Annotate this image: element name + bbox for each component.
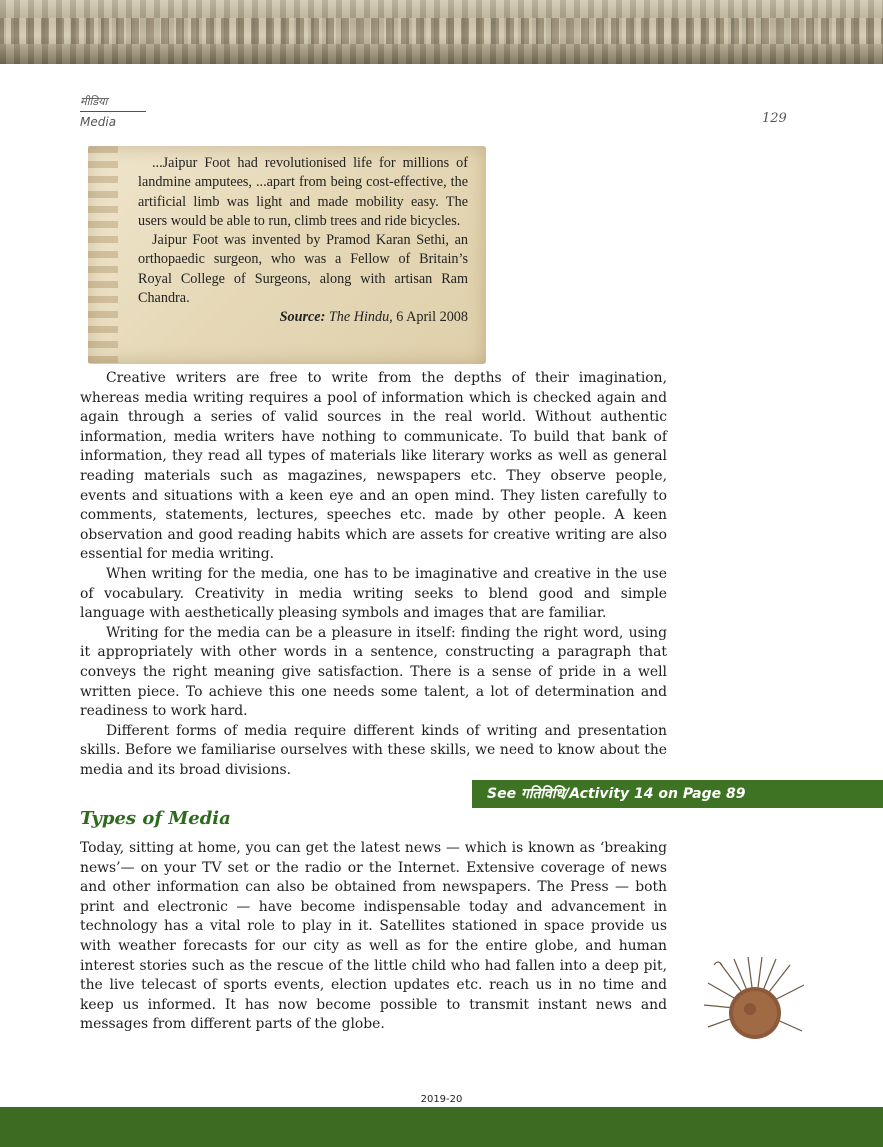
- running-head-english: Media: [80, 115, 117, 129]
- running-head: [80, 94, 146, 129]
- source-title: The Hindu,: [328, 309, 393, 326]
- body-paragraph: Different forms of media require different kinds of writing and presentation skills. Before we familiarise ourselves with these skills, we need to know about the media and its broad divisions.: [80, 722, 667, 778]
- activity-reference-bar: See गतिविधि/Activity 14 on Page 89: [472, 780, 883, 808]
- clipping-text: [138, 154, 468, 328]
- clipping-paragraph-2: Jaipur Foot was invented by Pramod Karan Sethi, an orthopaedic surgeon, who was a Fellow of Britain’s Royal College of Surgeons, along with artisan Ram Chandra.: [138, 232, 468, 307]
- newspaper-clipping: [88, 146, 486, 364]
- source-date: 6 April 2008: [396, 309, 468, 326]
- arrows-shield-emblem-icon: [700, 955, 810, 1065]
- running-head-hindi: मीडिया: [80, 95, 108, 108]
- page-number: 129: [762, 111, 787, 126]
- torn-edge: [88, 146, 118, 364]
- running-head-rule: [80, 111, 146, 112]
- decorative-top-border: [0, 0, 883, 64]
- body-paragraph: Creative writers are free to write from the depths of their imagination, whereas media writing requires a pool of information which is checked again and again through a series of valid sources in the real world. Without authentic information, media writers have nothing to communicate. To build that bank of information, they read all types of materials like literary works as well as general reading materials such as magazines, newspapers etc. They observe people, events and situations with a keen eye and an open mind. They listen carefully to comments, statements, lectures, speeches etc. made by other people. A keen observation and good reading habits which are assets for creative writing are also essential for media writing.: [80, 370, 667, 563]
- section-body-text: [80, 839, 667, 1035]
- clipping-source: [138, 308, 468, 327]
- section-paragraph: Today, sitting at home, you can get the latest news — which is known as ‘breaking news’— on your TV set or the radio or the Internet. Extensive coverage of news and other information can also be obtained from newspapers. The Press — both print and electronic — have become indispensable today and advancement in technology has a vital role to play in it. Satellites stationed in space provide us with weather forecasts for our city as well as for the entire globe, and human interest stories such as the rescue of the little child who had fallen into a deep pit, the live telecast of sports events, election updates etc. reach us in no time and keep us informed. It has now become possible to transmit instant news and messages from different parts of the globe.: [80, 840, 667, 1033]
- footer-year: 2019-20: [420, 1094, 463, 1105]
- bottom-green-bar: [0, 1107, 883, 1147]
- main-body-text: [80, 369, 667, 780]
- body-paragraph: When writing for the media, one has to be imaginative and creative in the use of vocabulary. Creativity in media writing seeks to blend good and simple language with aesthetically pleasing symbols and images that are familiar.: [80, 565, 667, 622]
- section-heading: Types of Media: [80, 808, 231, 829]
- source-label: Source:: [279, 309, 326, 326]
- clipping-paragraph-1: ...Jaipur Foot had revolutionised life for millions of landmine amputees, ...apart from being cost-effective, the artificial limb was light and made mobility easy. The users would be able to run, climb trees and ride bicycles.: [138, 155, 468, 229]
- body-paragraph: Writing for the media can be a pleasure in itself: finding the right word, using it appropriately with other words in a sentence, constructing a paragraph that conveys the right meaning give satisfaction. There is a sense of pride in a well written piece. To achieve this one needs some talent, a lot of determination and readiness to work hard.: [80, 624, 667, 720]
